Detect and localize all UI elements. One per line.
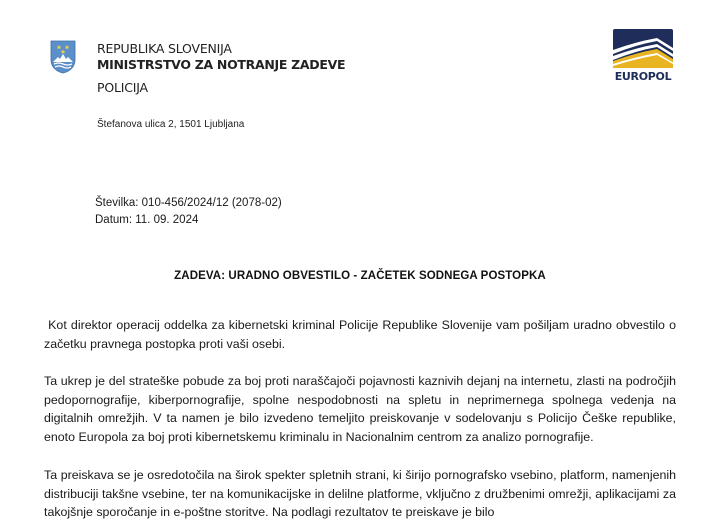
paragraph-text: Ta ukrep je del strateške pobude za boj proti naraščajoči pojavnosti kaznivih dejanj na internetu, zlasti na področjih pedopornografije, kiberpornografije, spolne nespodobnosti na spletu in neprimernega spolnega vedenja na digitalnih omrežjih. V ta namen je bilo izvedeno temeljito preiskovanje v sodelovanju s Policijo Češke republike, enoto Europola za boj proti kibernetskemu kriminalu in Nacionalnim centrom za analizo pornografije. <box>44 374 676 444</box>
paragraph-text: Ta preiskava se je osredotočila na širok spekter spletnih strani, ki širijo pornografsko vsebino, platform, namenjenih distribuciji takšne vsebine, ter na komunikacijske in delilne platforme, vključno z družbenimi omrežji, aplikacijami za takojšnje sporočanje in e-poštne storitve. Na podlagi rezultatov te preiskave je bilo <box>44 468 676 519</box>
paragraph-text: Kot direktor operacij oddelka za kibernetski kriminal Policije Republike Slovenije vam pošiljam uradno obvestilo o začetku pravnega postopka proti vaši osebi. <box>44 318 680 351</box>
letterhead-republic: REPUBLIKA SLOVENIJA <box>97 41 232 56</box>
body-paragraph-1 <box>44 316 680 353</box>
document-number: Številka: 010-456/2024/12 (2078-02) <box>95 197 282 209</box>
europol-logo-text: EUROPOL <box>614 70 672 83</box>
document-meta <box>95 195 282 229</box>
letterhead-address: Štefanova ulica 2, 1501 Ljubljana <box>97 119 245 130</box>
slovenia-coat-of-arms-icon <box>50 40 76 74</box>
body-paragraph-2 <box>44 372 676 446</box>
letterhead-police: POLICIJA <box>97 80 148 95</box>
document-date: Datum: 11. 09. 2024 <box>95 214 199 226</box>
subject-heading: ZADEVA: URADNO OBVESTILO - ZAČETEK SODNEGA POSTOPKA <box>174 270 546 282</box>
body-paragraph-3 <box>44 466 676 522</box>
letterhead <box>97 41 345 96</box>
letterhead-ministry: MINISTRSTVO ZA NOTRANJE ZADEVE <box>97 57 346 72</box>
